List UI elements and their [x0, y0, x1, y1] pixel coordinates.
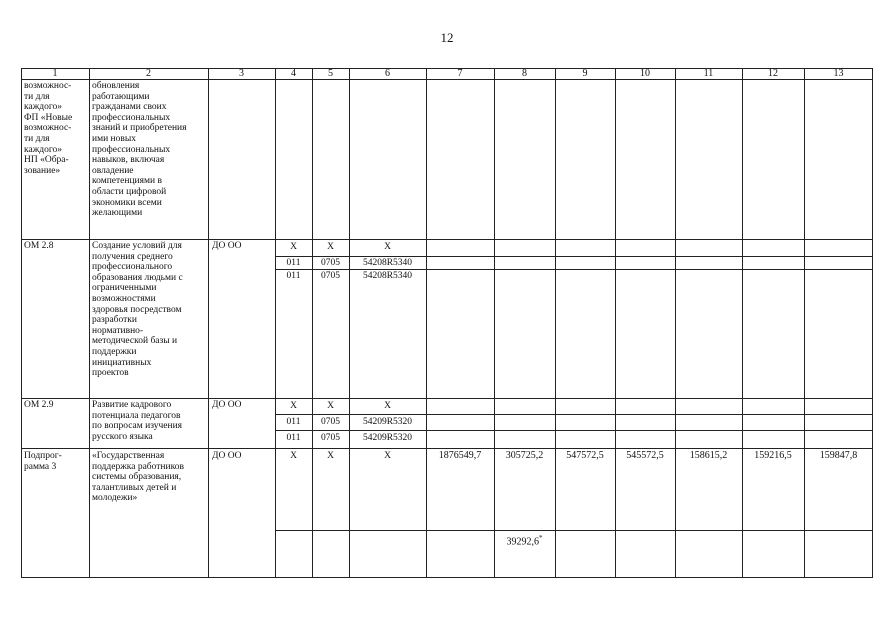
row1-executor: ДО ОО: [212, 241, 242, 251]
row1-line2-c4: 011: [286, 271, 301, 281]
row1-line0-c4: Х: [290, 242, 297, 252]
page-number: 12: [440, 30, 454, 45]
row3-c9: 547572,5: [566, 450, 604, 461]
row3-c8-sub: [494, 533, 555, 548]
row3-c4: Х: [290, 451, 297, 461]
col-header-13: 13: [833, 68, 844, 79]
row2-line2-c5: 0705: [321, 433, 340, 443]
row3-code: Подпрог- рамма 3: [24, 451, 62, 472]
col-header-2: 2: [146, 68, 151, 79]
row0-program: возможнос- ти для каждого» ФП «Новые возможнос- ти для каждого» НП «Обра- зование»: [24, 81, 73, 176]
row3-c6: Х: [384, 451, 391, 461]
col-header-7: 7: [457, 68, 463, 79]
row3-c13: 159847,8: [819, 450, 858, 461]
row2-line1-c5: 0705: [321, 417, 340, 427]
row1-line1-c6: 54208R5340: [362, 258, 413, 268]
col-header-6: 6: [385, 68, 390, 79]
col-header-3: 3: [239, 68, 244, 79]
col-header-4: 4: [291, 68, 296, 79]
row2-line0-c4: Х: [290, 401, 297, 411]
row2-code: ОМ 2.9: [24, 400, 54, 410]
row1-description: Создание условий для получения среднего профессионального образования людьми с ограниченными возможностями здоровья посредством разработки нормативно- методической базы и поддержки инициативных проектов: [92, 241, 183, 379]
row1-line2-c5: 0705: [321, 271, 340, 281]
row1-line0-c6: Х: [384, 242, 391, 252]
row3-c5: Х: [327, 451, 334, 461]
row3-c11: 158615,2: [689, 450, 728, 461]
row2-line2-c4: 011: [286, 433, 301, 443]
row3-c10: 545572,5: [626, 450, 664, 461]
col-header-5: 5: [328, 68, 333, 79]
row3-executor: ДО ОО: [212, 451, 242, 461]
col-header-9: 9: [582, 68, 588, 79]
row3-c7: 1876549,7: [438, 450, 482, 461]
col-header-10: 10: [640, 68, 650, 79]
row1-line0-c5: Х: [327, 242, 334, 252]
row3-description: «Государственная поддержка работников системы образования, талантливых детей и молодежи»: [92, 451, 184, 504]
budget-table: [21, 68, 873, 578]
row1-code: ОМ 2.8: [24, 241, 54, 251]
row2-line1-c6: 54209R5320: [362, 417, 413, 427]
row1-line1-c5: 0705: [321, 258, 340, 268]
row2-description: Развитие кадрового потенциала педагогов по вопросам изучения русского языка: [92, 400, 183, 442]
row1-line1-c4: 011: [286, 258, 301, 268]
row3-c12: 159216,5: [754, 450, 792, 461]
col-header-8: 8: [522, 68, 527, 79]
row3-c8: 305725,2: [505, 450, 544, 461]
row2-executor: ДО ОО: [212, 400, 242, 410]
row2-line0-c5: Х: [327, 401, 334, 411]
row2-line2-c6: 54209R5320: [362, 433, 413, 443]
row1-line2-c6: 54208R5340: [362, 271, 413, 281]
row2-line0-c6: Х: [384, 401, 391, 411]
row0-description: обновления работающими гражданами своих профессиональных знаний и приобретения ими новых профессиональных навыков, включая овладение компетенциями в области цифровой экономики всеми желающими: [92, 81, 187, 219]
col-header-11: 11: [703, 68, 714, 79]
row3-c8-sub-value: 39292,6: [506, 536, 539, 548]
row2-line1-c4: 011: [286, 417, 301, 427]
col-header-12: 12: [768, 68, 778, 79]
footnote-mark: *: [539, 534, 543, 542]
col-header-1: 1: [52, 68, 58, 79]
